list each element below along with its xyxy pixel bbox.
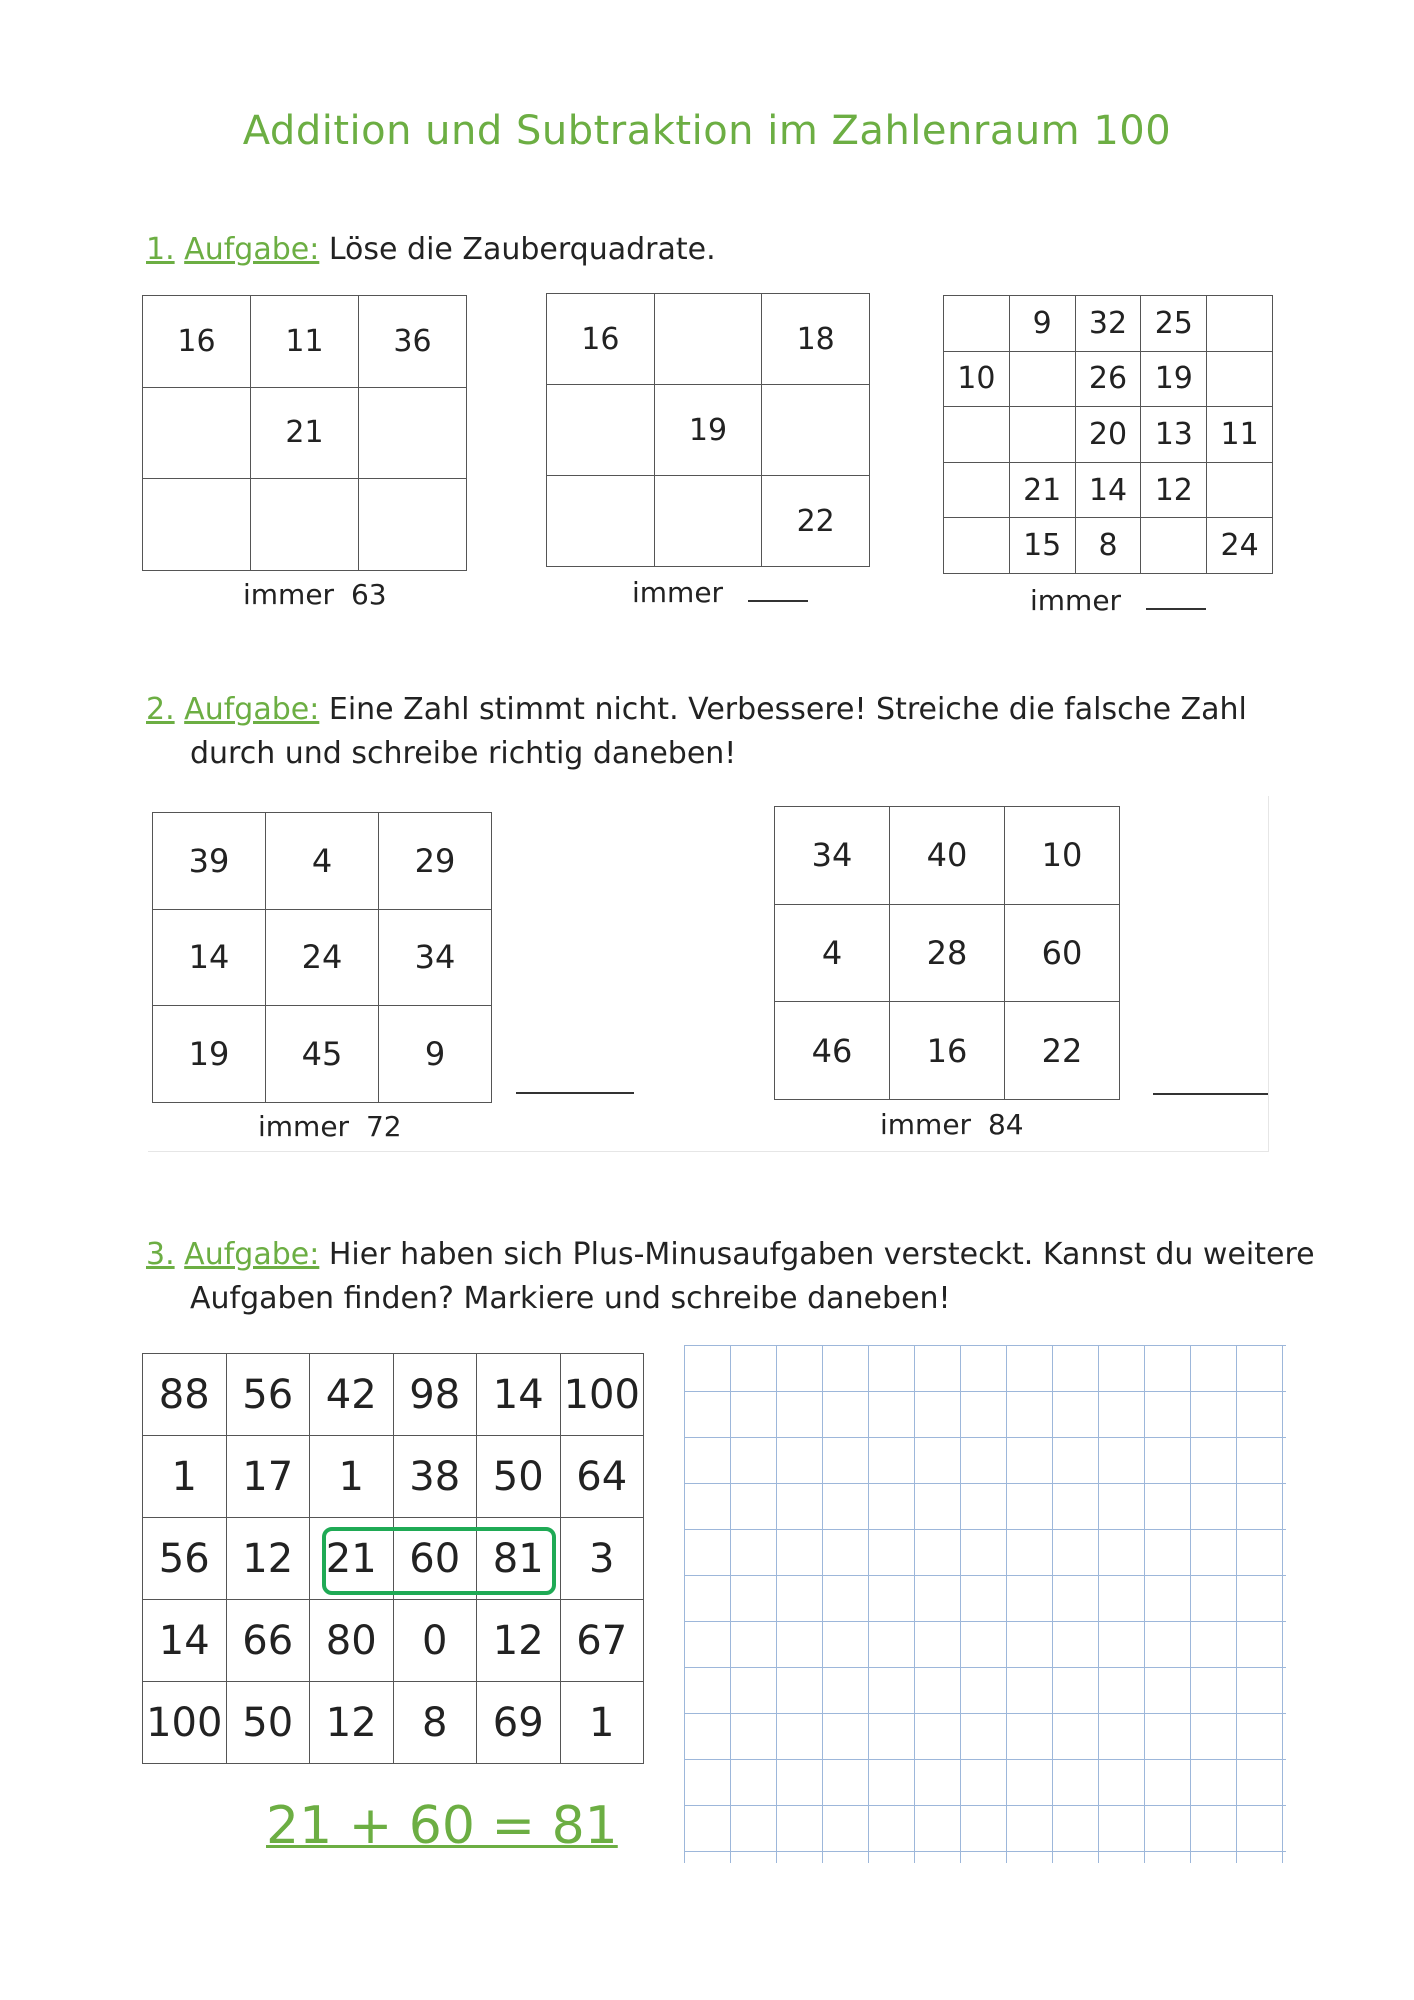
grid-row (944, 518, 1273, 574)
magic-square-2a (152, 812, 492, 1103)
number-cell: 4 (775, 904, 890, 1002)
number-cell: 17 (226, 1436, 310, 1518)
grid-row (153, 909, 492, 1006)
empty-cell[interactable] (1207, 462, 1273, 518)
number-cell: 1 (310, 1436, 394, 1518)
number-cell: 22 (762, 476, 870, 567)
number-cell: 1 (143, 1436, 227, 1518)
task2-label: Aufgabe: (184, 692, 320, 727)
immer-label: immer (632, 576, 724, 609)
number-cell: 11 (251, 296, 359, 388)
number-cell: 20 (1075, 407, 1141, 463)
number-cell: 19 (654, 385, 762, 476)
grid-row (775, 807, 1120, 905)
empty-cell[interactable] (654, 294, 762, 385)
empty-cell[interactable] (251, 479, 359, 571)
immer-label: immer (1030, 584, 1122, 617)
task1-header (146, 228, 716, 272)
number-cell: 3 (560, 1518, 644, 1600)
task1-instruction: Löse die Zauberquadrate. (328, 232, 716, 267)
immer-value: 72 (365, 1110, 402, 1143)
number-cell: 12 (226, 1518, 310, 1600)
grid-row (143, 479, 467, 571)
grid-row (143, 296, 467, 388)
empty-cell[interactable] (944, 407, 1010, 463)
number-cell: 4 (266, 813, 379, 910)
number-cell: 15 (1009, 518, 1075, 574)
number-cell: 13 (1141, 407, 1207, 463)
number-cell: 16 (547, 294, 655, 385)
number-cell: 1 (560, 1682, 644, 1764)
empty-cell[interactable] (547, 476, 655, 567)
answer-blank[interactable] (1146, 606, 1206, 610)
number-cell: 0 (393, 1600, 477, 1682)
empty-cell[interactable] (944, 518, 1010, 574)
empty-cell[interactable] (762, 385, 870, 476)
grid-row (944, 462, 1273, 518)
immer-value: 63 (350, 578, 387, 611)
number-cell: 10 (1005, 807, 1120, 905)
task2-header (146, 688, 1306, 776)
task1-number: 1. (146, 232, 175, 267)
immer-label: immer (243, 578, 335, 611)
number-cell: 16 (143, 296, 251, 388)
magic-sum-2b (880, 1108, 1024, 1141)
magic-square-1a (142, 295, 467, 571)
empty-cell[interactable] (359, 387, 467, 479)
empty-cell[interactable] (1009, 351, 1075, 407)
grid-row (547, 294, 870, 385)
grid-row (944, 296, 1273, 352)
number-cell: 46 (775, 1002, 890, 1100)
number-cell: 67 (560, 1600, 644, 1682)
task3-number: 3. (146, 1237, 175, 1272)
number-cell: 14 (1075, 462, 1141, 518)
number-cell: 21 (251, 387, 359, 479)
magic-square-1b (546, 293, 870, 567)
number-cell: 50 (477, 1436, 561, 1518)
number-cell: 21 (1009, 462, 1075, 518)
number-cell: 69 (477, 1682, 561, 1764)
number-cell: 40 (890, 807, 1005, 905)
magic-sum-1c (1030, 584, 1206, 617)
empty-cell[interactable] (944, 462, 1010, 518)
grid-row (143, 1682, 644, 1764)
task3-instruction-line2: Aufgaben finden? Markiere und schreibe daneben! (190, 1281, 951, 1316)
grid-row (775, 904, 1120, 1002)
number-cell: 28 (890, 904, 1005, 1002)
empty-cell[interactable] (654, 476, 762, 567)
magic-square-2b (774, 806, 1120, 1100)
grid-row (143, 1600, 644, 1682)
number-cell: 8 (393, 1682, 477, 1764)
number-cell: 100 (560, 1354, 644, 1436)
empty-cell[interactable] (143, 479, 251, 571)
number-cell: 9 (1009, 296, 1075, 352)
number-cell: 14 (153, 909, 266, 1006)
number-cell: 32 (1075, 296, 1141, 352)
task2-instruction-line2: durch und schreibe richtig daneben! (190, 736, 737, 771)
number-cell: 9 (379, 1006, 492, 1103)
example-equation: 21 + 60 = 81 (266, 1796, 618, 1856)
correction-line-2a[interactable] (516, 1092, 634, 1094)
number-cell: 18 (762, 294, 870, 385)
number-cell: 19 (1141, 351, 1207, 407)
empty-cell[interactable] (1141, 518, 1207, 574)
number-cell: 60 (1005, 904, 1120, 1002)
empty-cell[interactable] (1207, 296, 1273, 352)
grid-row (143, 387, 467, 479)
number-cell: 56 (143, 1518, 227, 1600)
task2-instruction-line1: Eine Zahl stimmt nicht. Verbessere! Streiche die falsche Zahl (328, 692, 1247, 727)
number-cell: 25 (1141, 296, 1207, 352)
number-cell: 12 (477, 1600, 561, 1682)
number-cell: 26 (1075, 351, 1141, 407)
empty-cell[interactable] (1207, 351, 1273, 407)
number-cell: 24 (1207, 518, 1273, 574)
empty-cell[interactable] (359, 479, 467, 571)
number-cell: 88 (143, 1354, 227, 1436)
number-cell: 21 (310, 1518, 394, 1600)
grid-row (547, 385, 870, 476)
magic-sum-2a (258, 1110, 402, 1143)
empty-cell[interactable] (944, 296, 1010, 352)
number-cell: 64 (560, 1436, 644, 1518)
number-cell: 100 (143, 1682, 227, 1764)
grid-row (153, 813, 492, 910)
page-title: Addition und Subtraktion im Zahlenraum 100 (242, 108, 1172, 154)
task3-instruction-line1: Hier haben sich Plus-Minusaufgaben versteckt. Kannst du weitere (328, 1237, 1315, 1272)
task2-number: 2. (146, 692, 175, 727)
number-cell: 98 (393, 1354, 477, 1436)
number-cell: 24 (266, 909, 379, 1006)
number-cell: 80 (310, 1600, 394, 1682)
number-cell: 36 (359, 296, 467, 388)
number-cell: 34 (379, 909, 492, 1006)
number-cell: 10 (944, 351, 1010, 407)
number-cell: 22 (1005, 1002, 1120, 1100)
graph-paper-area[interactable] (684, 1345, 1286, 1863)
number-cell: 45 (266, 1006, 379, 1103)
number-cell: 42 (310, 1354, 394, 1436)
number-cell: 11 (1207, 407, 1273, 463)
empty-cell[interactable] (1009, 407, 1075, 463)
number-cell: 14 (143, 1600, 227, 1682)
task3-label: Aufgabe: (184, 1237, 320, 1272)
immer-label: immer (880, 1108, 972, 1141)
grid-row (153, 1006, 492, 1103)
example-highlight (322, 1527, 556, 1595)
magic-sum-1a (243, 578, 387, 611)
number-cell: 60 (393, 1518, 477, 1600)
number-cell: 50 (226, 1682, 310, 1764)
grid-row (944, 351, 1273, 407)
empty-cell[interactable] (547, 385, 655, 476)
immer-value: 84 (987, 1108, 1024, 1141)
magic-square-1c (943, 295, 1273, 574)
number-cell: 29 (379, 813, 492, 910)
number-cell: 38 (393, 1436, 477, 1518)
number-cell: 66 (226, 1600, 310, 1682)
immer-label: immer (258, 1110, 350, 1143)
magic-sum-1b (632, 576, 808, 609)
number-cell: 14 (477, 1354, 561, 1436)
grid-row (944, 407, 1273, 463)
task1-label: Aufgabe: (184, 232, 320, 267)
answer-blank[interactable] (748, 598, 808, 602)
number-cell: 39 (153, 813, 266, 910)
grid-row (143, 1354, 644, 1436)
number-cell: 12 (310, 1682, 394, 1764)
number-cell: 8 (1075, 518, 1141, 574)
empty-cell[interactable] (143, 387, 251, 479)
correction-line-2b[interactable] (1153, 1093, 1268, 1095)
grid-row (143, 1436, 644, 1518)
grid-row (775, 1002, 1120, 1100)
task3-header (146, 1233, 1326, 1321)
number-cell: 16 (890, 1002, 1005, 1100)
number-cell: 19 (153, 1006, 266, 1103)
number-cell: 34 (775, 807, 890, 905)
number-cell: 56 (226, 1354, 310, 1436)
grid-row (547, 476, 870, 567)
number-cell: 81 (477, 1518, 561, 1600)
number-cell: 12 (1141, 462, 1207, 518)
